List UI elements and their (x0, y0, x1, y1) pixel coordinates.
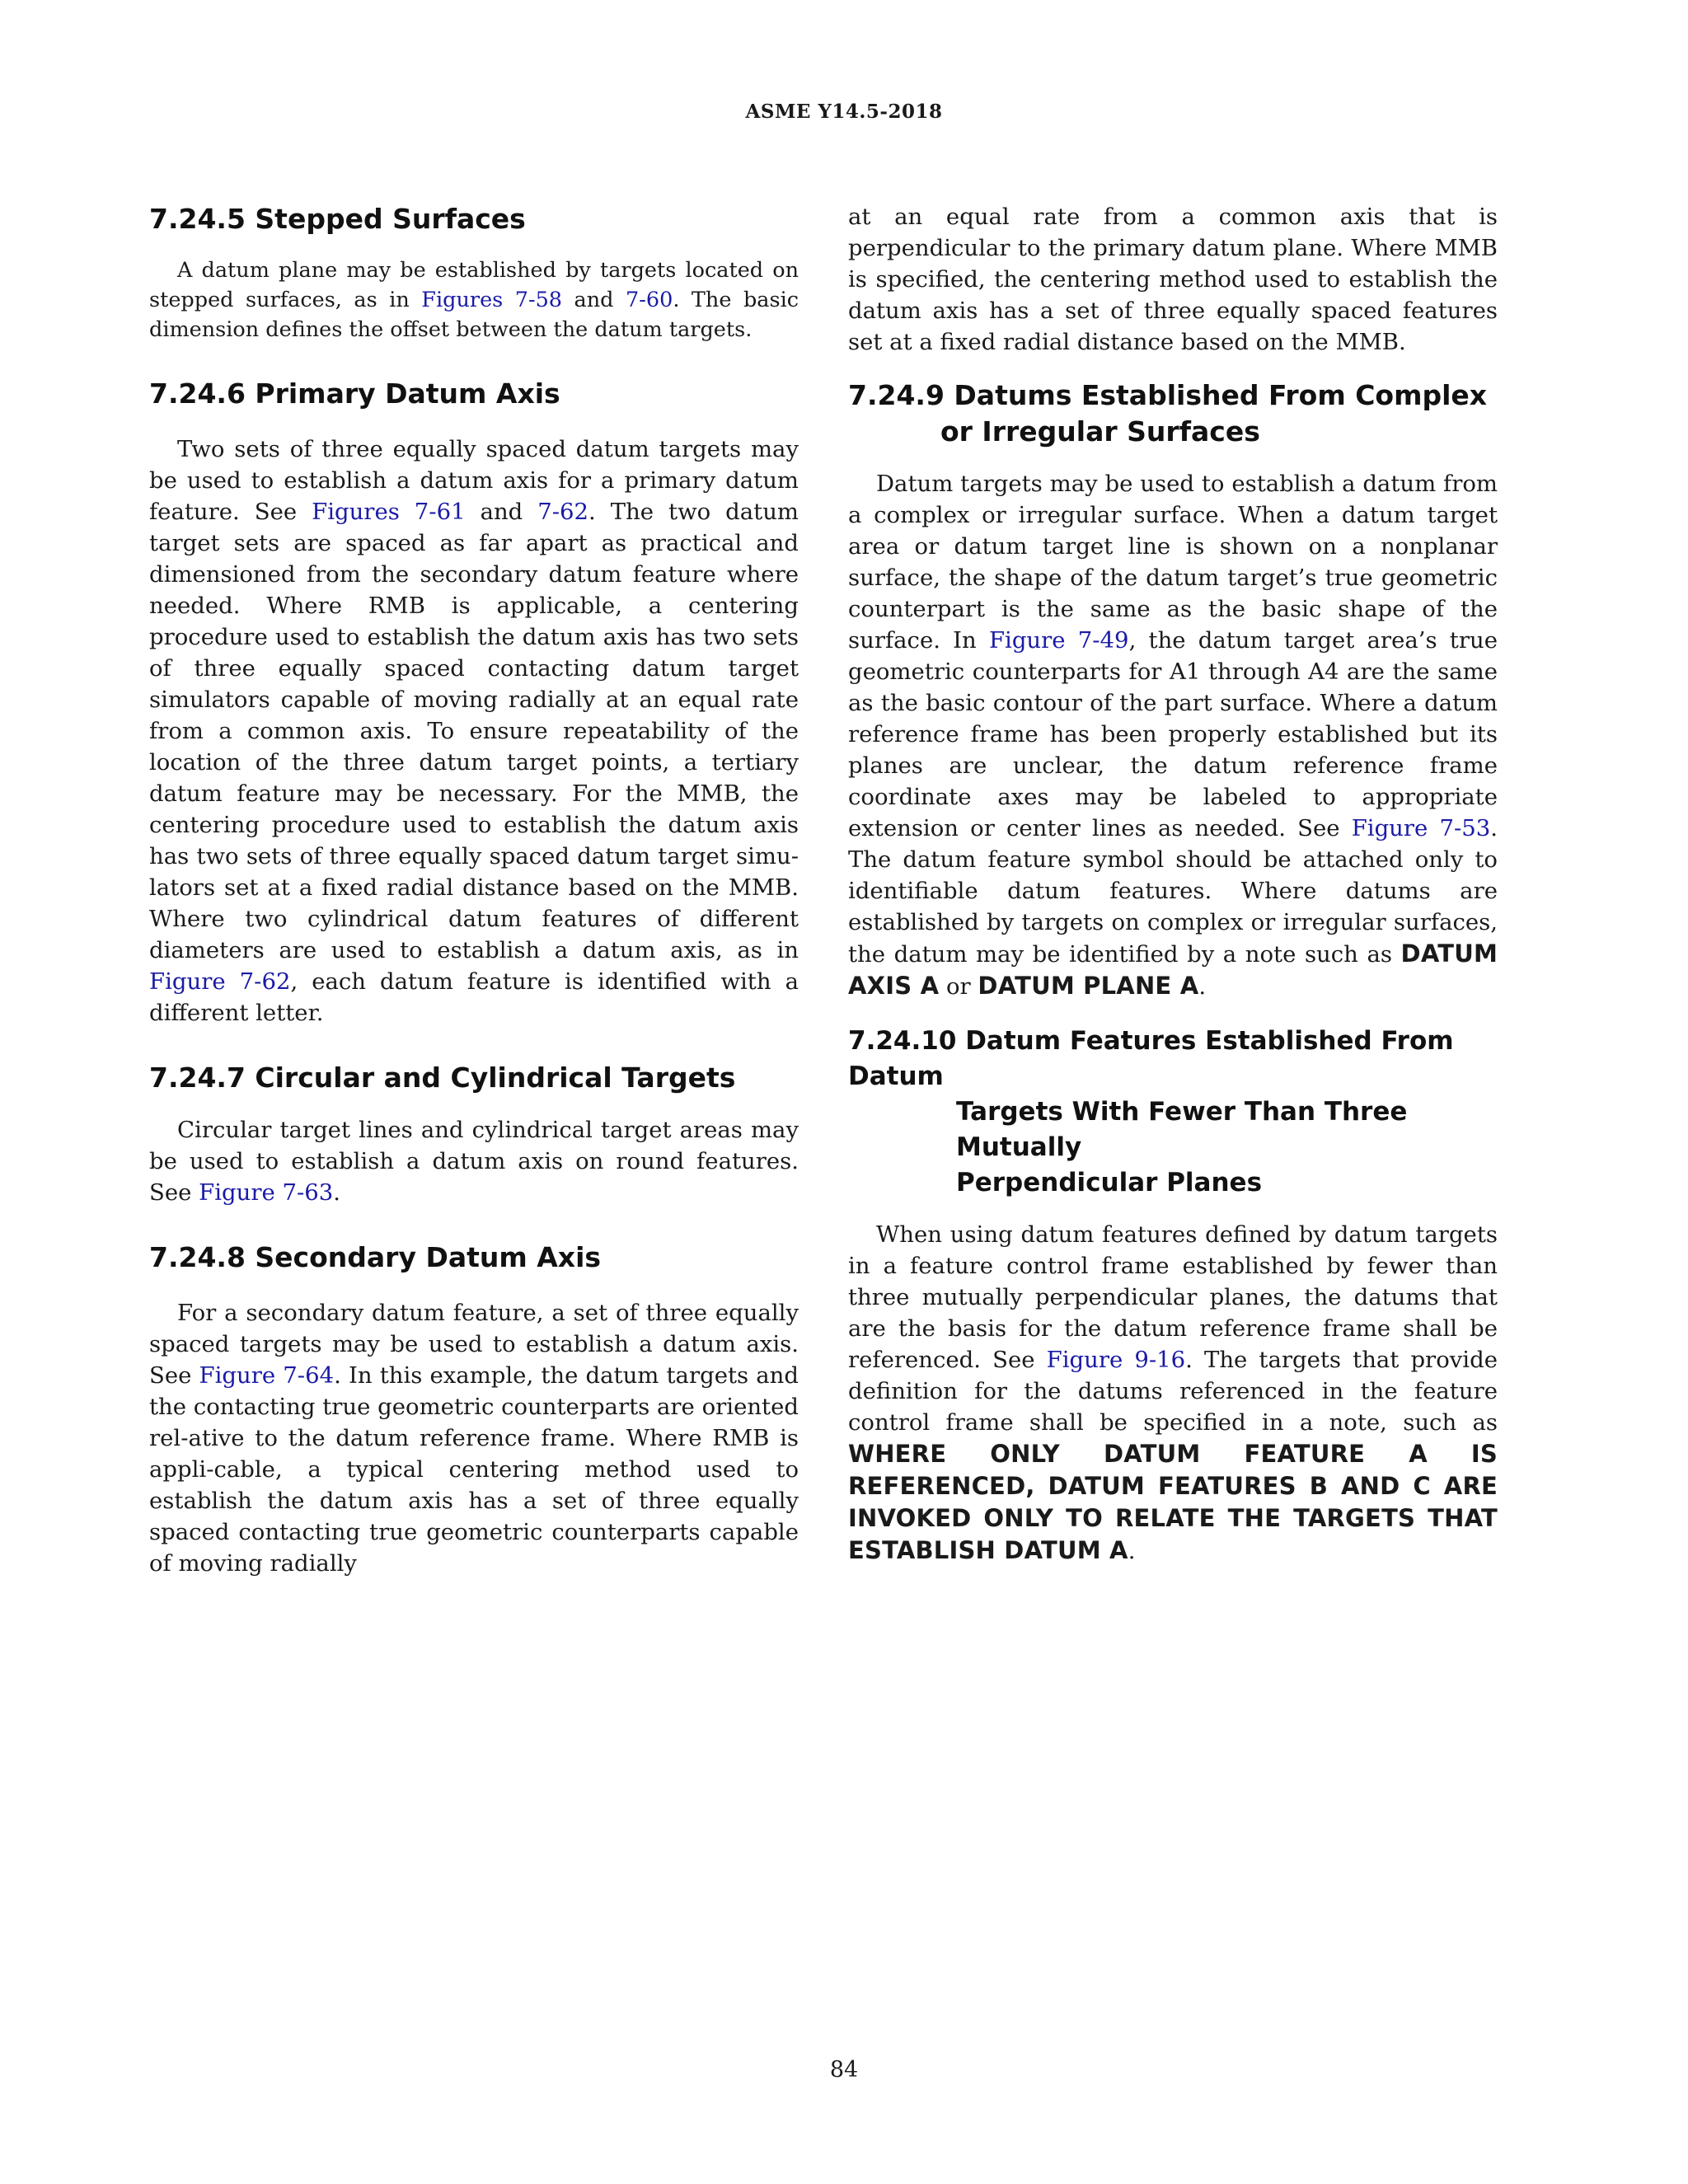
figure-link[interactable]: 7-62 (537, 499, 589, 525)
section-heading-line: 7.24.9 Datums Established From Complex (848, 379, 1488, 411)
left-column (149, 201, 799, 1579)
page-number: 84 (829, 2057, 859, 2083)
section-7-24-6 (149, 376, 799, 1029)
section-body: For a secondary datum feature, a set of three equally spaced targets may be used to establish a datum axis. See Figure 7-64. In this example, the datum targets and the contacting true geometric counterparts are oriented rel-ative to the datum reference frame. Where RMB is appli-cable, a typical centering method used to establish the datum axis has a set of three equally spaced contacting true geometric counterparts capable of moving radially (149, 1300, 799, 1577)
figure-link[interactable]: 7-60 (626, 288, 673, 312)
section-7-24-5 (149, 201, 799, 344)
figure-link[interactable]: Figure 7-62 (149, 968, 291, 995)
section-heading-line: 7.24.10 Datum Features Established From Datum (848, 1026, 1454, 1091)
figure-link[interactable]: Figure 7-64 (199, 1362, 335, 1389)
running-header: ASME Y14.5-2018 (745, 101, 943, 123)
section-body: A datum plane may be established by targets located on stepped surfaces, as in Figures 7-58 and 7-60. The basic dimension defines the offset between the datum targets. (149, 258, 799, 342)
note-text: DATUM AXIS A (848, 940, 1498, 1000)
section-heading: 7.24.6 Primary Datum Axis (149, 377, 560, 410)
section-body: When using datum features defined by datum targets in a feature control frame established by fewer than three mutually perpendicular planes, the datums that are the basis for the datum reference frame shall be referenced. See Figure 9-16. The targets that provide definition for the datums referenced in the feature control frame shall be specified in a note, such as WHERE ONLY DATUM FEATURE A IS REFERENCED, DATUM FEATURES B AND C ARE INVOKED ONLY TO RELATE THE TARGETS THAT ESTABLISH DATUM A. (848, 1221, 1498, 1564)
right-column (848, 201, 1498, 1567)
continued-paragraph: at an equal rate from a common axis that is perpendicular to the primary datum plane. Where MMB is specified, the centering method used to establish the datum axis has a set of three equally spaced features set at a fixed radial distance based on the MMB. (848, 204, 1498, 355)
section-body: Datum targets may be used to establish a datum from a complex or irregular surface. When a datum target area or datum target line is shown on a nonplanar surface, the shape of the datum target’s true geometric counterpart is the same as the basic shape of the surface. In Figure 7-49, the datum target area’s true geometric counterparts for A1 through A4 are the same as the basic contour of the part surface. Where a datum reference frame has been properly established but its planes are unclear, the datum reference frame coordinate axes may be labeled to appropriate extension or center lines as needed. See Figure 7-53. The datum feature symbol should be attached only to identifiable datum features. Where datums are established by targets on complex or irregular surfaces, the datum may be identified by a note such as DATUM AXIS A or DATUM PLANE A. (848, 471, 1498, 1000)
note-text: WHERE ONLY DATUM FEATURE A IS REFERENCED, DATUM FEATURES B AND C ARE INVOKED ONLY TO RELATE THE TARGETS THAT ESTABLISH DATUM A (848, 1440, 1498, 1564)
section-body: Two sets of three equally spaced datum targets may be used to establish a datum axis for a primary datum feature. See Figures 7-61 and 7-62. The two datum target sets are spaced as far apart as practical and dimensioned from the secondary datum feature where needed. Where RMB is applicable, a centering procedure used to establish the datum axis has two sets of three equally spaced contacting datum target simulators capable of moving radially at an equal rate from a common axis. To ensure repeatability of the location of the three datum target points, a tertiary datum feature may be necessary. For the MMB, the centering procedure used to establish the datum axis has two sets of three equally spaced datum target simu-lators set at a fixed radial distance based on the MMB. Where two cylindrical datum features of different diameters are used to establish a datum axis, as in Figure 7-62, each datum feature is identified with a different letter. (149, 436, 799, 1026)
figure-link[interactable]: Figure 7-53 (1351, 815, 1491, 841)
section-7-24-7 (149, 1060, 799, 1208)
section-heading: 7.24.5 Stepped Surfaces (149, 203, 526, 235)
section-heading: 7.24.8 Secondary Datum Axis (149, 1241, 602, 1273)
section-heading: 7.24.7 Circular and Cylindrical Targets (149, 1062, 736, 1094)
figure-link[interactable]: Figures 7-58 (421, 288, 563, 312)
section-7-24-10 (848, 1024, 1498, 1567)
section-heading-line: or Irregular Surfaces (940, 415, 1260, 448)
section-heading (848, 377, 1498, 450)
figure-link[interactable]: Figure 9-16 (1046, 1347, 1186, 1373)
section-heading (848, 1024, 1498, 1201)
figure-link[interactable]: Figure 7-49 (988, 627, 1129, 654)
section-heading-line: Perpendicular Planes (956, 1168, 1263, 1197)
figure-link[interactable]: Figure 7-63 (199, 1179, 334, 1206)
section-body: Circular target lines and cylindrical target areas may be used to establish a datum axis on round features. See Figure 7-63. (149, 1117, 799, 1206)
section-7-24-9 (848, 377, 1498, 1002)
section-heading-line: Targets With Fewer Than Three Mutually (956, 1097, 1408, 1162)
figure-link[interactable]: Figures 7-61 (312, 499, 466, 525)
note-text: DATUM PLANE A (978, 972, 1199, 1000)
section-7-24-8 (149, 1240, 799, 1579)
